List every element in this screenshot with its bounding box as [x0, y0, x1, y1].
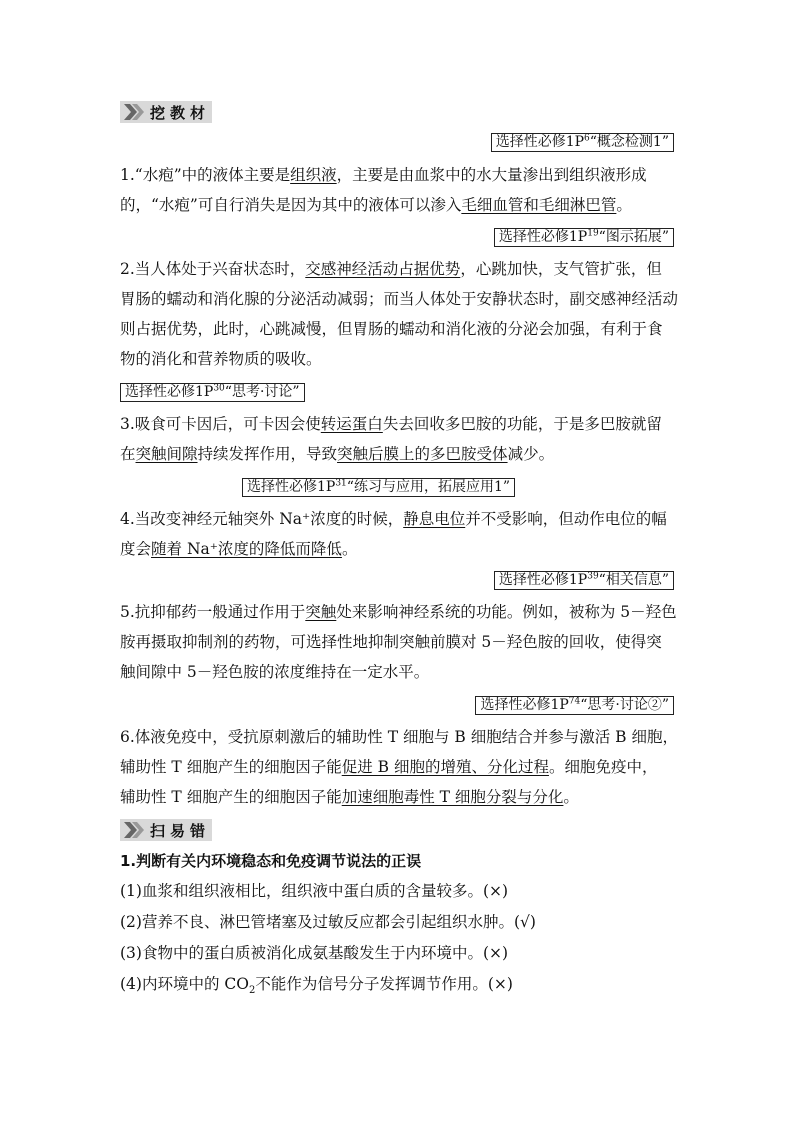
source-reference: 选择性必修$1P^{31}“$练习与应用，拓展应用1”: [242, 478, 515, 497]
paragraph-4: 4.当改变神经元轴突外 Na⁺浓度的时候，静息电位并不受影响，但动作电位的幅 度会随着 Na⁺浓度的降低而降低。: [120, 510, 667, 558]
list-item: (3)食物中的蛋白质被消化成氨基酸发生于内环境中。(×): [120, 944, 509, 962]
source-reference: 选择性必修$1P^{74}“$思考·讨论②”: [475, 696, 674, 715]
list-item: (1)血浆和组织液相比，组织液中蛋白质的含量较多。(×): [120, 882, 509, 900]
list-item: (4)内环境中的 $CO_2$不能作为信号分子发挥调节作用。(×): [120, 975, 513, 997]
source-reference: 选择性必修$1P^{39}“$相关信息”: [494, 571, 674, 590]
section-header-errors: [120, 819, 212, 841]
double-chevron-icon: [120, 819, 146, 841]
section-title: 扫易错: [150, 821, 211, 840]
paragraph-2: 2.当人体处于兴奋状态时，交感神经活动占据优势，心跳加快，支气管扩张，但 胃肠的蠕动和消化腺的分泌活动减弱；而当人体处于安静状态时，副交感神经活动 则占据优势，此时，心跳减慢，但胃肠的蠕动和消化液的分泌会加强，有利于食 物的消化和营养物质的吸收。: [120, 260, 679, 368]
double-chevron-icon: [120, 101, 146, 123]
question-title: 1.判断有关内环境稳态和免疫调节说法的正误: [120, 852, 422, 870]
paragraph-1: 1.“水疱”中的液体主要是组织液，主要是由血浆中的水大量渗出到组织液形成 的，“水疱”可自行消失是因为其中的液体可以渗入毛细血管和毛细淋巴管。: [120, 166, 647, 214]
source-reference: 选择性必修$1P^{19}“$图示拓展”: [494, 228, 674, 247]
paragraph-3: 3.吸食可卡因后，可卡因会使转运蛋白失去回收多巴胺的功能，于是多巴胺就留 在突触间隙持续发挥作用，导致突触后膜上的多巴胺受体减少。: [120, 415, 662, 463]
source-reference: 选择性必修$1P^{30}“$思考·讨论”: [120, 383, 305, 402]
section-title: 挖教材: [150, 103, 211, 122]
section-header-textbook: [120, 101, 212, 123]
paragraph-5: 5.抗抑郁药一般通过作用于突触处来影响神经系统的功能。例如，被称为 5－羟色 胺再摄取抑制剂的药物，可选择性地抑制突触前膜对 5－羟色胺的回收，使得突 触间隙中 5－羟色胺的浓度维持在一定水平。: [120, 603, 677, 681]
paragraph-6: 6.体液免疫中，受抗原刺激后的辅助性 T 细胞与 B 细胞结合并参与激活 B 细胞， 辅助性 T 细胞产生的细胞因子能促进 B 细胞的增殖、分化过程。细胞免疫中， 辅助性 T 细胞产生的细胞因子能加速细胞毒性 T 细胞分裂与分化。: [120, 728, 678, 806]
source-reference: 选择性必修$1P^6“$概念检测1”: [491, 133, 674, 152]
list-item: (2)营养不良、淋巴管堵塞及过敏反应都会引起组织水肿。(√): [120, 913, 536, 931]
